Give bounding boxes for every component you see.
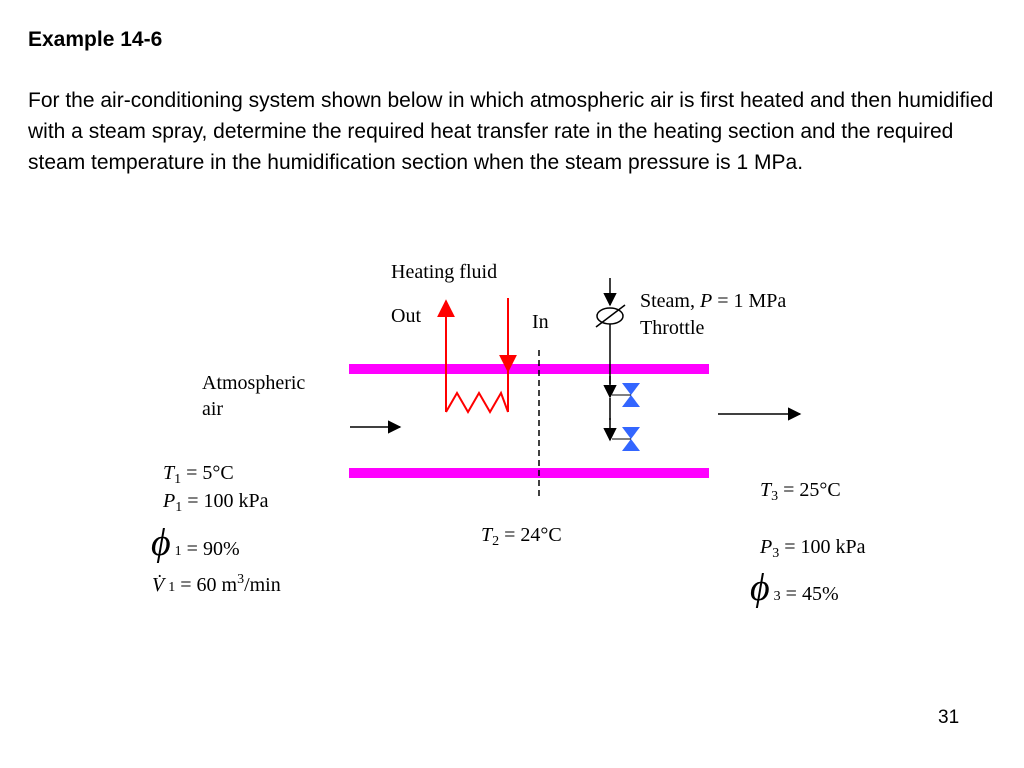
throttle-label: Throttle (640, 317, 705, 339)
spray-nozzle-icon (612, 383, 640, 407)
state3-pressure: $P_3 = 100$ kPa (760, 536, 866, 561)
heating-fluid-out-label: Out (391, 305, 421, 327)
page-number: 31 (938, 707, 960, 728)
state1-volume-flow: V̇ 1 = 60 $m^3/\min$ (152, 572, 281, 596)
state3-relative-humidity: ϕ 3 = 45% (750, 567, 839, 609)
slide-title: Example 14-6 (28, 28, 163, 51)
heating-fluid-label: Heating fluid (391, 261, 498, 283)
problem-statement: For the air-conditioning system shown below in which atmospheric air is first heated and then humidified with a steam spray, determine the required heat transfer rate in the heating section and the required steam temperature in the humidification section when the steam pressure is 1 MPa. (28, 89, 994, 174)
inlet-label-line2: air (202, 398, 224, 420)
steam-label: Steam, P = 1 MPa (640, 290, 787, 312)
spray-nozzle-icon (612, 427, 640, 451)
heating-fluid-in-label: In (532, 311, 549, 333)
state3-temperature: $T_3 = 25^\circ C$ (760, 479, 841, 504)
state1-relative-humidity: ϕ 1 = 90% (151, 522, 240, 564)
duct-top-wall (349, 364, 709, 374)
state1-temperature: $T_1 = 5^\circ C$ (163, 462, 234, 487)
inlet-label-line1: Atmospheric (202, 372, 306, 394)
state2-temperature: $T_2 = 24^\circ C$ (481, 524, 562, 549)
heating-coil (446, 393, 508, 412)
state1-pressure: $P_1 = 100$ kPa (163, 490, 269, 515)
duct-bottom-wall (349, 468, 709, 478)
